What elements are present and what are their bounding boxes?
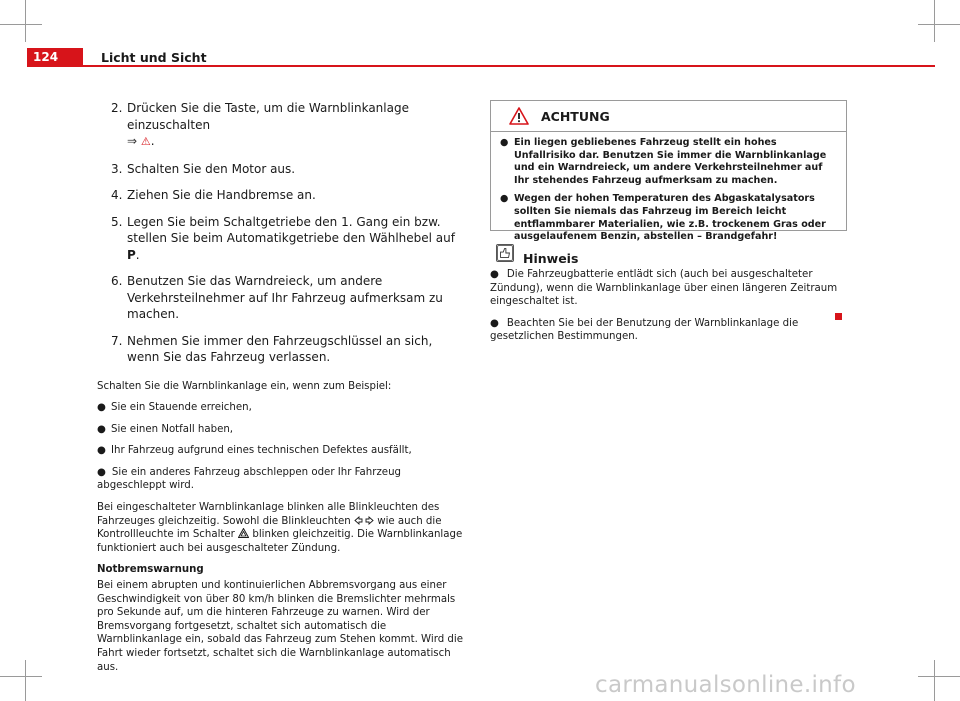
list-item-text: Ein liegen gebliebenes Fahrzeug stellt ein hohes Unfallrisiko dar. Benutzen Sie immer die Warnblinkanlage und ein Warndreieck, um andere Verkehrsteilnehmer auf Ihr stehendes Fahrzeug aufmerksam zu machen. [514, 137, 827, 186]
step-text: Drücken Sie die Taste, um die Warnblinkanlage einzuschalten [127, 101, 409, 132]
note-header [490, 244, 847, 266]
bullet-icon: ● [500, 137, 509, 148]
examples-intro: Schalten Sie die Warnblinkanlage ein, wenn zum Beispiel: [97, 380, 392, 392]
crop-mark [0, 676, 42, 677]
step-item [111, 100, 463, 151]
list-item [97, 466, 463, 493]
step-number: 2. [111, 101, 123, 115]
gear-position-p: P [127, 247, 136, 262]
bullet-icon: ● [490, 269, 499, 280]
list-item-text: Wegen der hohen Temperaturen des Abgaskatalysators sollten Sie niemals das Fahrzeug im Bereich leicht entflammbarer Materialien, wie z.B. trockenem Gras oder ausgelaufenem Benzin, abstellen – Brandgefahr! [514, 193, 826, 243]
crop-mark [25, 0, 26, 42]
blink-paragraph [97, 501, 463, 555]
step-item [111, 273, 463, 323]
list-item [97, 444, 463, 458]
crop-mark [918, 676, 960, 677]
watermark: carmanualsonline.info [595, 672, 856, 698]
crop-mark [25, 660, 26, 701]
step-text: . [135, 247, 140, 262]
hazard-switch-icon [238, 528, 249, 538]
paragraph-text: wie auch die Kontrollleuchte im Schalter [97, 515, 442, 541]
list-item-text: Ihr Fahrzeug aufgrund eines technischen Defektes ausfällt, [111, 445, 412, 457]
header-rule [27, 65, 935, 67]
step-item [111, 333, 463, 366]
warning-triangle-icon: ⚠ [140, 135, 151, 148]
crop-mark [934, 0, 935, 42]
warning-box-title: ACHTUNG [541, 109, 610, 124]
step-number: 6. [111, 274, 123, 288]
list-item [490, 268, 847, 309]
list-item-text: Sie ein Stauende erreichen, [111, 402, 252, 414]
note-body [490, 266, 847, 344]
list-item [500, 193, 837, 243]
warning-box [490, 100, 847, 243]
list-item [490, 317, 847, 344]
turn-signal-arrows-icon [354, 516, 374, 525]
bullet-icon: ● [97, 423, 106, 435]
step-item [111, 187, 463, 204]
bullet-icon: ● [490, 317, 499, 329]
chapter-title: Licht und Sicht [101, 50, 207, 65]
step-text: Ziehen Sie die Handbremse an. [127, 188, 316, 202]
step-text: . [150, 134, 155, 148]
section-end-marker [835, 313, 842, 320]
page-number: 124 [27, 48, 83, 67]
step-text: Schalten Sie den Motor aus. [127, 161, 296, 176]
list-item [97, 423, 463, 437]
step-list [111, 100, 463, 366]
list-item-text: Beachten Sie bei der Benutzung der Warnblinkanlage die gesetzlichen Bestimmungen. [490, 317, 799, 343]
list-item-text: Sie ein anderes Fahrzeug abschleppen oder Ihr Fahrzeug abgeschleppt wird. [97, 466, 401, 492]
cross-ref-arrow: ⇒ [127, 134, 138, 148]
paragraph-text: Bei eingeschalteter Warnblinkanlage blinken alle Blinkleuchten des Fahrzeuges gleichzeitig. Sowohl die Blinkleuchten [97, 502, 440, 527]
step-number: 5. [111, 214, 123, 229]
examples-list [97, 401, 463, 493]
step-number: 3. [111, 161, 123, 176]
note-title: Hinweis [523, 251, 579, 266]
bullet-icon: ● [97, 402, 106, 414]
bullet-icon: ● [97, 466, 106, 478]
warning-triangle-icon [509, 107, 529, 125]
bullet-icon: ● [97, 445, 106, 457]
list-item [97, 401, 463, 415]
warning-box-header [491, 101, 846, 132]
step-item [111, 161, 463, 178]
crop-mark [934, 660, 935, 701]
step-number: 7. [111, 333, 123, 348]
notbrems-paragraph: Bei einem abrupten und kontinuierlichen Abbremsvorgang aus einer Geschwindigkeit von über 80 km/h blinken die Bremslichter mehrmals pro Sekunde auf, um die hinteren Fahrzeuge zu warnen. Wird der Bremsvorgang fortgesetzt, schaltet sich automatisch die Warnblinkanlage ein, sobald das Fahrzeug zum Stehen kommt. Wird die Fahrt wieder fortsetzt, schaltet sich die Warnblinkanlage automatisch aus. [97, 580, 464, 673]
list-item-text: Die Fahrzeugbatterie entlädt sich (auch bei ausgeschalteter Zündung), wenn die Warnblinkanlage über einen längeren Zeitraum eingeschaltet ist. [490, 269, 838, 308]
bullet-icon: ● [500, 193, 509, 205]
list-item [500, 137, 837, 187]
crop-mark [0, 24, 42, 25]
list-item-text: Sie einen Notfall haben, [111, 423, 234, 435]
note-hand-icon [496, 244, 514, 262]
step-text: Legen Sie beim Schaltgetriebe den 1. Gang ein bzw. stellen Sie beim Automatikgetriebe den Wählhebel auf [127, 214, 455, 245]
step-text: Benutzen Sie das Warndreieck, um andere Verkehrsteilnehmer auf Ihr Fahrzeug aufmerksam zu machen. [127, 274, 443, 321]
crop-mark [918, 24, 960, 25]
notbrems-heading: Notbremswarnung [97, 564, 204, 576]
paragraph-text: blinken gleichzeitig. Die Warnblinkanlage funktioniert auch bei ausgeschalteter Zündung. [97, 529, 463, 554]
note-section [490, 244, 847, 352]
left-column [97, 100, 464, 682]
step-item [111, 214, 463, 264]
warning-box-body [491, 132, 846, 244]
step-number: 4. [111, 188, 123, 202]
step-text: Nehmen Sie immer den Fahrzeugschlüssel an sich, wenn Sie das Fahrzeug verlassen. [127, 333, 433, 364]
